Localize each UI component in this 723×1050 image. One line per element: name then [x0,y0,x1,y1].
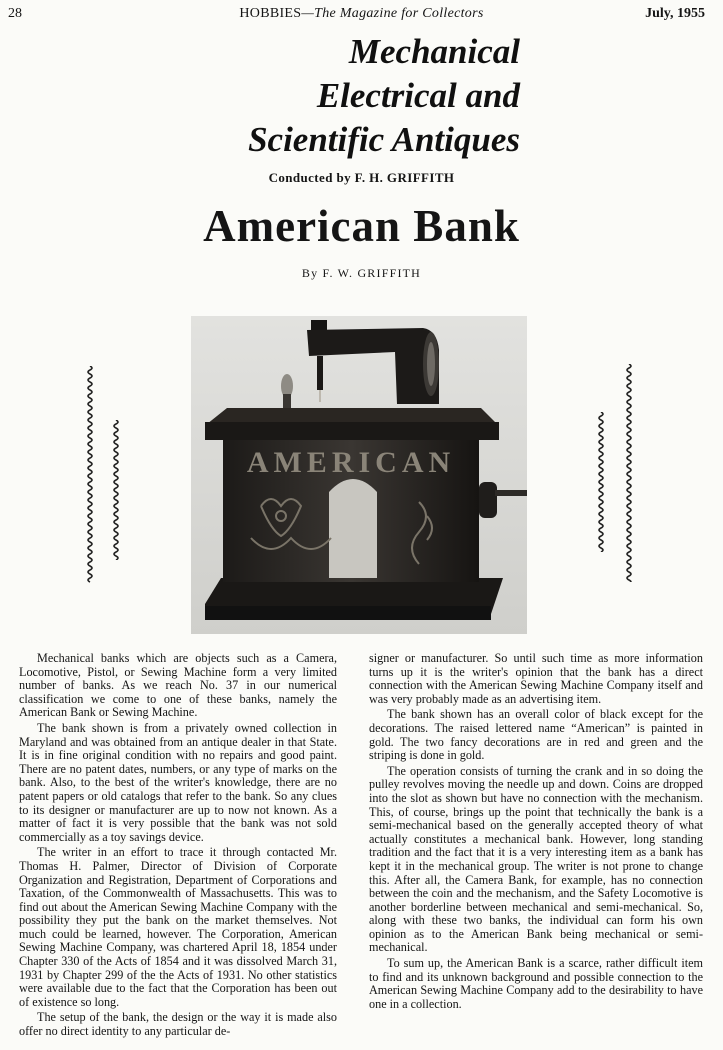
section-editor: Conducted by F. H. GRIFFITH [268,170,455,185]
section-heading-line: Scientific Antiques [248,120,520,159]
bank-photograph [191,316,527,634]
article-title: American Bank [203,201,520,251]
paragraph: Mechanical banks which are objects such as a Camera, Locomotive, Pistol, or Sewing Machine form a very limited number of banks. As we reach No. 37 in our numerical classification we come to one of these banks, namely the American Bank or Sewing Machine. [19,651,337,720]
paragraph: The bank shown has an overall color of black except for the decorations. The raised lettered name “American” is painted in gold. The two fancy decorations are in red and green and the striping is done in gold. [369,707,703,763]
paragraph: signer or manufacturer. So until such time as more information turns up it is the writer's opinion that the bank has a direct connection with the American Sewing Machine Company itself and was very probably made as an advertising item. [369,651,703,706]
running-header [0,4,723,24]
wavy-rule-ornament [597,412,605,552]
article-byline: By F. W. GRIFFITH [301,266,422,280]
photo-lettering: AMERICAN [246,446,456,479]
wavy-rule-ornament [625,364,633,582]
section-heading-line: Electrical and [316,76,520,115]
magazine-tagline: —The Magazine for Collectors [301,6,484,21]
paragraph: The bank shown is from a privately owned collection in Maryland and was obtained from an antique dealer in that State. It is in fine original condition with no repairs and good paint. There are no patent dates, numbers, or any type of marks on the bank. Also, to the best of the writer's knowledge, there are no patent papers or old catalogs that refer to the bank. So any clues to its designer or manufacturer are up to now not known. As a matter of fact it is very possible that the bank was not sold commercially as a toy savings device. [19,720,337,844]
page-number: 28 [8,6,22,21]
running-title [0,6,723,22]
issue-date: July, 1955 [645,6,705,21]
paragraph: To sum up, the American Bank is a scarce, rather difficult item to find and its unknown background and possible connection to the American Sewing Machine Company add to the desirability to have one in a collection. [369,956,703,1011]
magazine-name: HOBBIES [239,6,302,21]
paragraph: The writer in an effort to trace it through contacted Mr. Thomas H. Palmer, Director of Division of Corporate Organization and Registration, Department of Corporations and Taxation, of the Commonwealth of Massachusetts. This was to find out about the American Sewing Machine Company with the possibility they put the bank on the market themselves. Not much could be learned, however. The Corporation, American Sewing Machine Company, was chartered April 18, 1854 under Chapter 330 of the Acts of 1854 and it was dissolved March 31, 1931 by Chapter 299 of the the Acts of 1931. No other statistics were available due to the fact that the Corporation has been out of existence so long. [19,845,337,1009]
section-heading [160,30,520,162]
article-column-right [369,652,703,1011]
section-heading-line: Mechanical [348,32,520,71]
wavy-rule-ornament [86,366,94,586]
paragraph: The operation consists of turning the crank and in so doing the pulley revolves moving the needle up and down. Coins are dropped into the slot as shown but have no connection with the mechanism. This, of course, brings up the point that technically the bank is a semi-mechanical based on the generally accepted theory of what actually constitutes a mechanical bank. However, long standing tradition and the fact that it is a very interesting item as a bank has kept it in the mechanical group. The writer is not prone to change this. After all, the Camera Bank, for example, has no connection between the coin and the mechanism, and the Safety Locomotive is another borderline between mechanical and semi-mechanical. So, along with these two banks, the individual can form his own opinion as to the American Bank being mechanical or semi-mechanical. [369,763,703,955]
article-column-left [19,652,337,1039]
paragraph: The setup of the bank, the design or the way it is made also offer no direct identity to any particular de- [19,1010,337,1039]
wavy-rule-ornament [112,420,120,560]
